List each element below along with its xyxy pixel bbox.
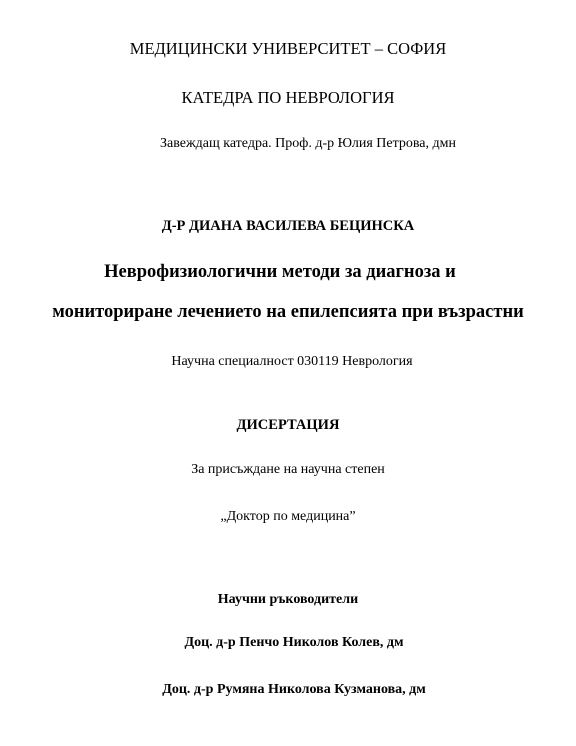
document-type: ДИСЕРТАЦИЯ xyxy=(236,417,340,433)
scientific-specialty: Научна специалност 030119 Неврология xyxy=(171,354,413,369)
dissertation-title-line-2: мониториране лечението на епилепсията при възрастни xyxy=(52,302,524,322)
dissertation-title-line-1: Неврофизиологични методи за диагноза и xyxy=(104,262,456,282)
author-name: Д-Р ДИАНА ВАСИЛЕВА БЕЦИНСКА xyxy=(161,218,415,234)
university-name: МЕДИЦИНСКИ УНИВЕРСИТЕТ – СОФИЯ xyxy=(129,39,447,58)
degree-name: „Доктор по медицина” xyxy=(220,509,356,524)
supervisor-1: Доц. д-р Пенчо Николов Колев, дм xyxy=(184,635,404,650)
degree-purpose: За присъждане на научна степен xyxy=(191,462,385,477)
department-head: Завеждащ катедра. Проф. д-р Юлия Петрова, дмн xyxy=(159,136,456,151)
supervisor-2: Доц. д-р Румяна Николова Кузманова, дм xyxy=(162,682,426,697)
supervisors-heading: Научни ръководители xyxy=(217,592,359,607)
department-name: КАТЕДРА ПО НЕВРОЛОГИЯ xyxy=(181,88,395,107)
